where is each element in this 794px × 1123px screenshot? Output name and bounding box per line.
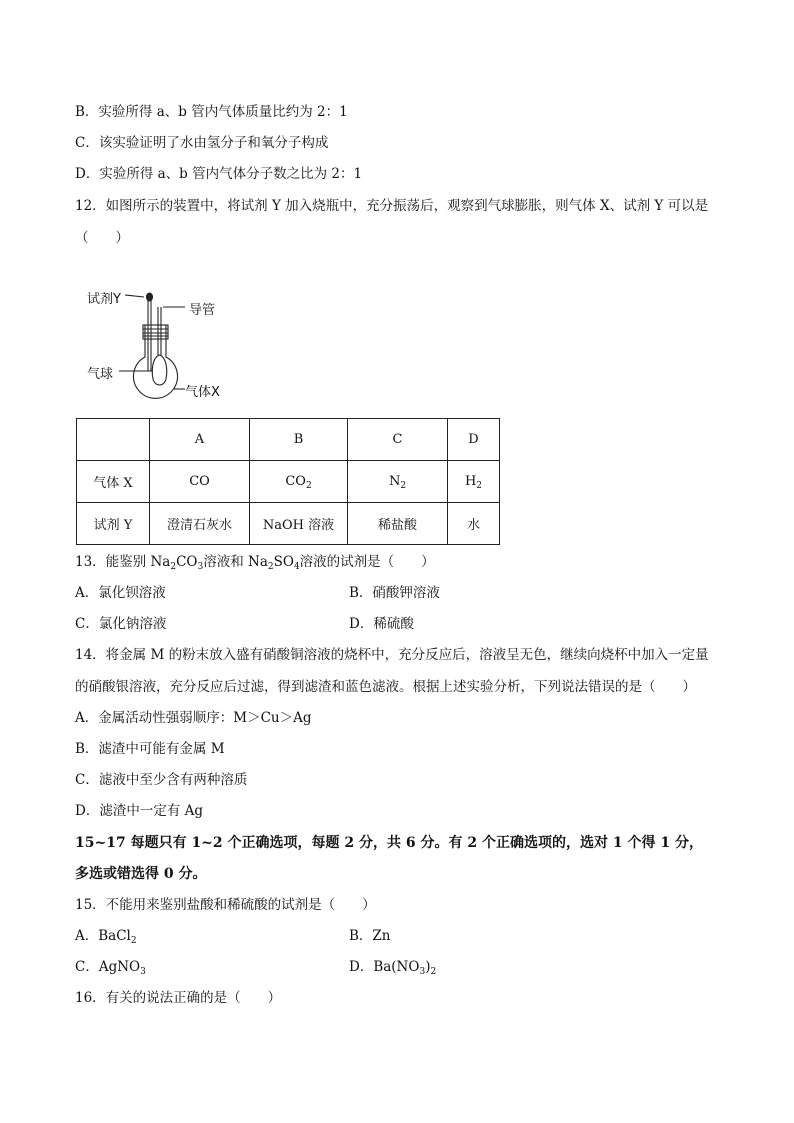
table-header-row <box>77 419 500 461</box>
section-instruction-line1: 15~17 每题只有 1~2 个正确选项，每题 2 分，共 6 分。有 2 个正确选项的，选对 1 个得 1 分， <box>75 835 703 851</box>
q14-option-a: A．金属活动性强弱顺序：M＞Cu＞Ag <box>75 710 312 726</box>
header-cell-c: C <box>348 419 448 461</box>
label-gas-x: 气体X <box>185 385 220 400</box>
q15-option-b: B．Zn <box>349 928 391 944</box>
header-cell-b: B <box>250 419 348 461</box>
q14-stem-line1: 14．将金属 M 的粉末放入盛有硝酸铜溶液的烧杯中，充分反应后，溶液呈无色，继续向烧杯中加入一定量 <box>75 647 709 663</box>
apparatus-figure <box>85 285 245 400</box>
q14-option-b: B．滤渣中可能有金属 M <box>75 741 225 757</box>
row-label-reagent: 试剂 Y <box>77 503 150 545</box>
q14-stem-line2: 的硝酸银溶液，充分反应后过滤，得到滤渣和蓝色滤液。根据上述实验分析，下列说法错误的是（ ） <box>75 679 696 695</box>
reagent-cell-d: 水 <box>448 503 500 545</box>
reagent-cell-c: 稀盐酸 <box>348 503 448 545</box>
q14-option-d: D．滤渣中一定有 Ag <box>75 803 204 819</box>
reagent-cell-a: 澄清石灰水 <box>150 503 250 545</box>
q13-stem: 13．能鉴别 $Na_2CO_3$溶液和 $Na_2SO_4$溶液的试剂是（ ） <box>75 554 435 572</box>
row-label-gas: 气体 X <box>77 461 150 503</box>
header-cell-d: D <box>448 419 500 461</box>
label-balloon: 气球 <box>87 367 114 382</box>
q14-option-c: C．滤液中至少含有两种溶质 <box>75 772 248 788</box>
q13-option-d: D．稀硫酸 <box>349 616 414 632</box>
table-row-reagent <box>77 503 500 545</box>
header-cell-empty <box>77 419 150 461</box>
header-cell-a: A <box>150 419 250 461</box>
q13-option-a: A．氯化钡溶液 <box>75 585 166 601</box>
q12-stem: 12．如图所示的装置中，将试剂 Y 加入烧瓶中，充分振荡后，观察到气球膨胀，则气体 X、试剂 Y 可以是 <box>75 198 709 214</box>
reagent-cell-b: NaOH 溶液 <box>250 503 348 545</box>
q11-option-c: C．该实验证明了水由氢分子和氧分子构成 <box>75 135 329 151</box>
q13-option-b: B．硝酸钾溶液 <box>349 585 440 601</box>
q15-option-d: D．$Ba(NO_3)_2$ <box>349 959 437 977</box>
label-conduit: 导管 <box>189 303 216 318</box>
gas-cell-a: CO <box>150 461 250 503</box>
q15-option-c: C．AgNO$_3$ <box>75 959 146 977</box>
q15-option-a: A．BaCl$_2$ <box>75 928 137 946</box>
q13-option-c: C．氯化钠溶液 <box>75 616 167 632</box>
q11-option-d: D．实验所得 a、b 管内气体分子数之比为 2：1 <box>75 166 363 182</box>
table-row-gas <box>77 461 500 503</box>
q16-stem: 16．有关的说法正确的是（ ） <box>75 990 282 1006</box>
options-table <box>76 418 500 545</box>
q11-option-b: B．实验所得 a、b 管内气体质量比约为 2：1 <box>75 104 348 120</box>
gas-cell-b: $CO_2$ <box>250 461 348 503</box>
gas-cell-d: $H_2$ <box>448 461 500 503</box>
section-instruction-line2: 多选或错选得 0 分。 <box>75 866 207 882</box>
q12-answer-paren: （ ） <box>75 230 129 246</box>
label-reagent-y: 试剂Y <box>87 292 121 307</box>
q15-stem: 15．不能用来鉴别盐酸和稀硫酸的试剂是（ ） <box>75 897 376 913</box>
gas-cell-c: $N_2$ <box>348 461 448 503</box>
